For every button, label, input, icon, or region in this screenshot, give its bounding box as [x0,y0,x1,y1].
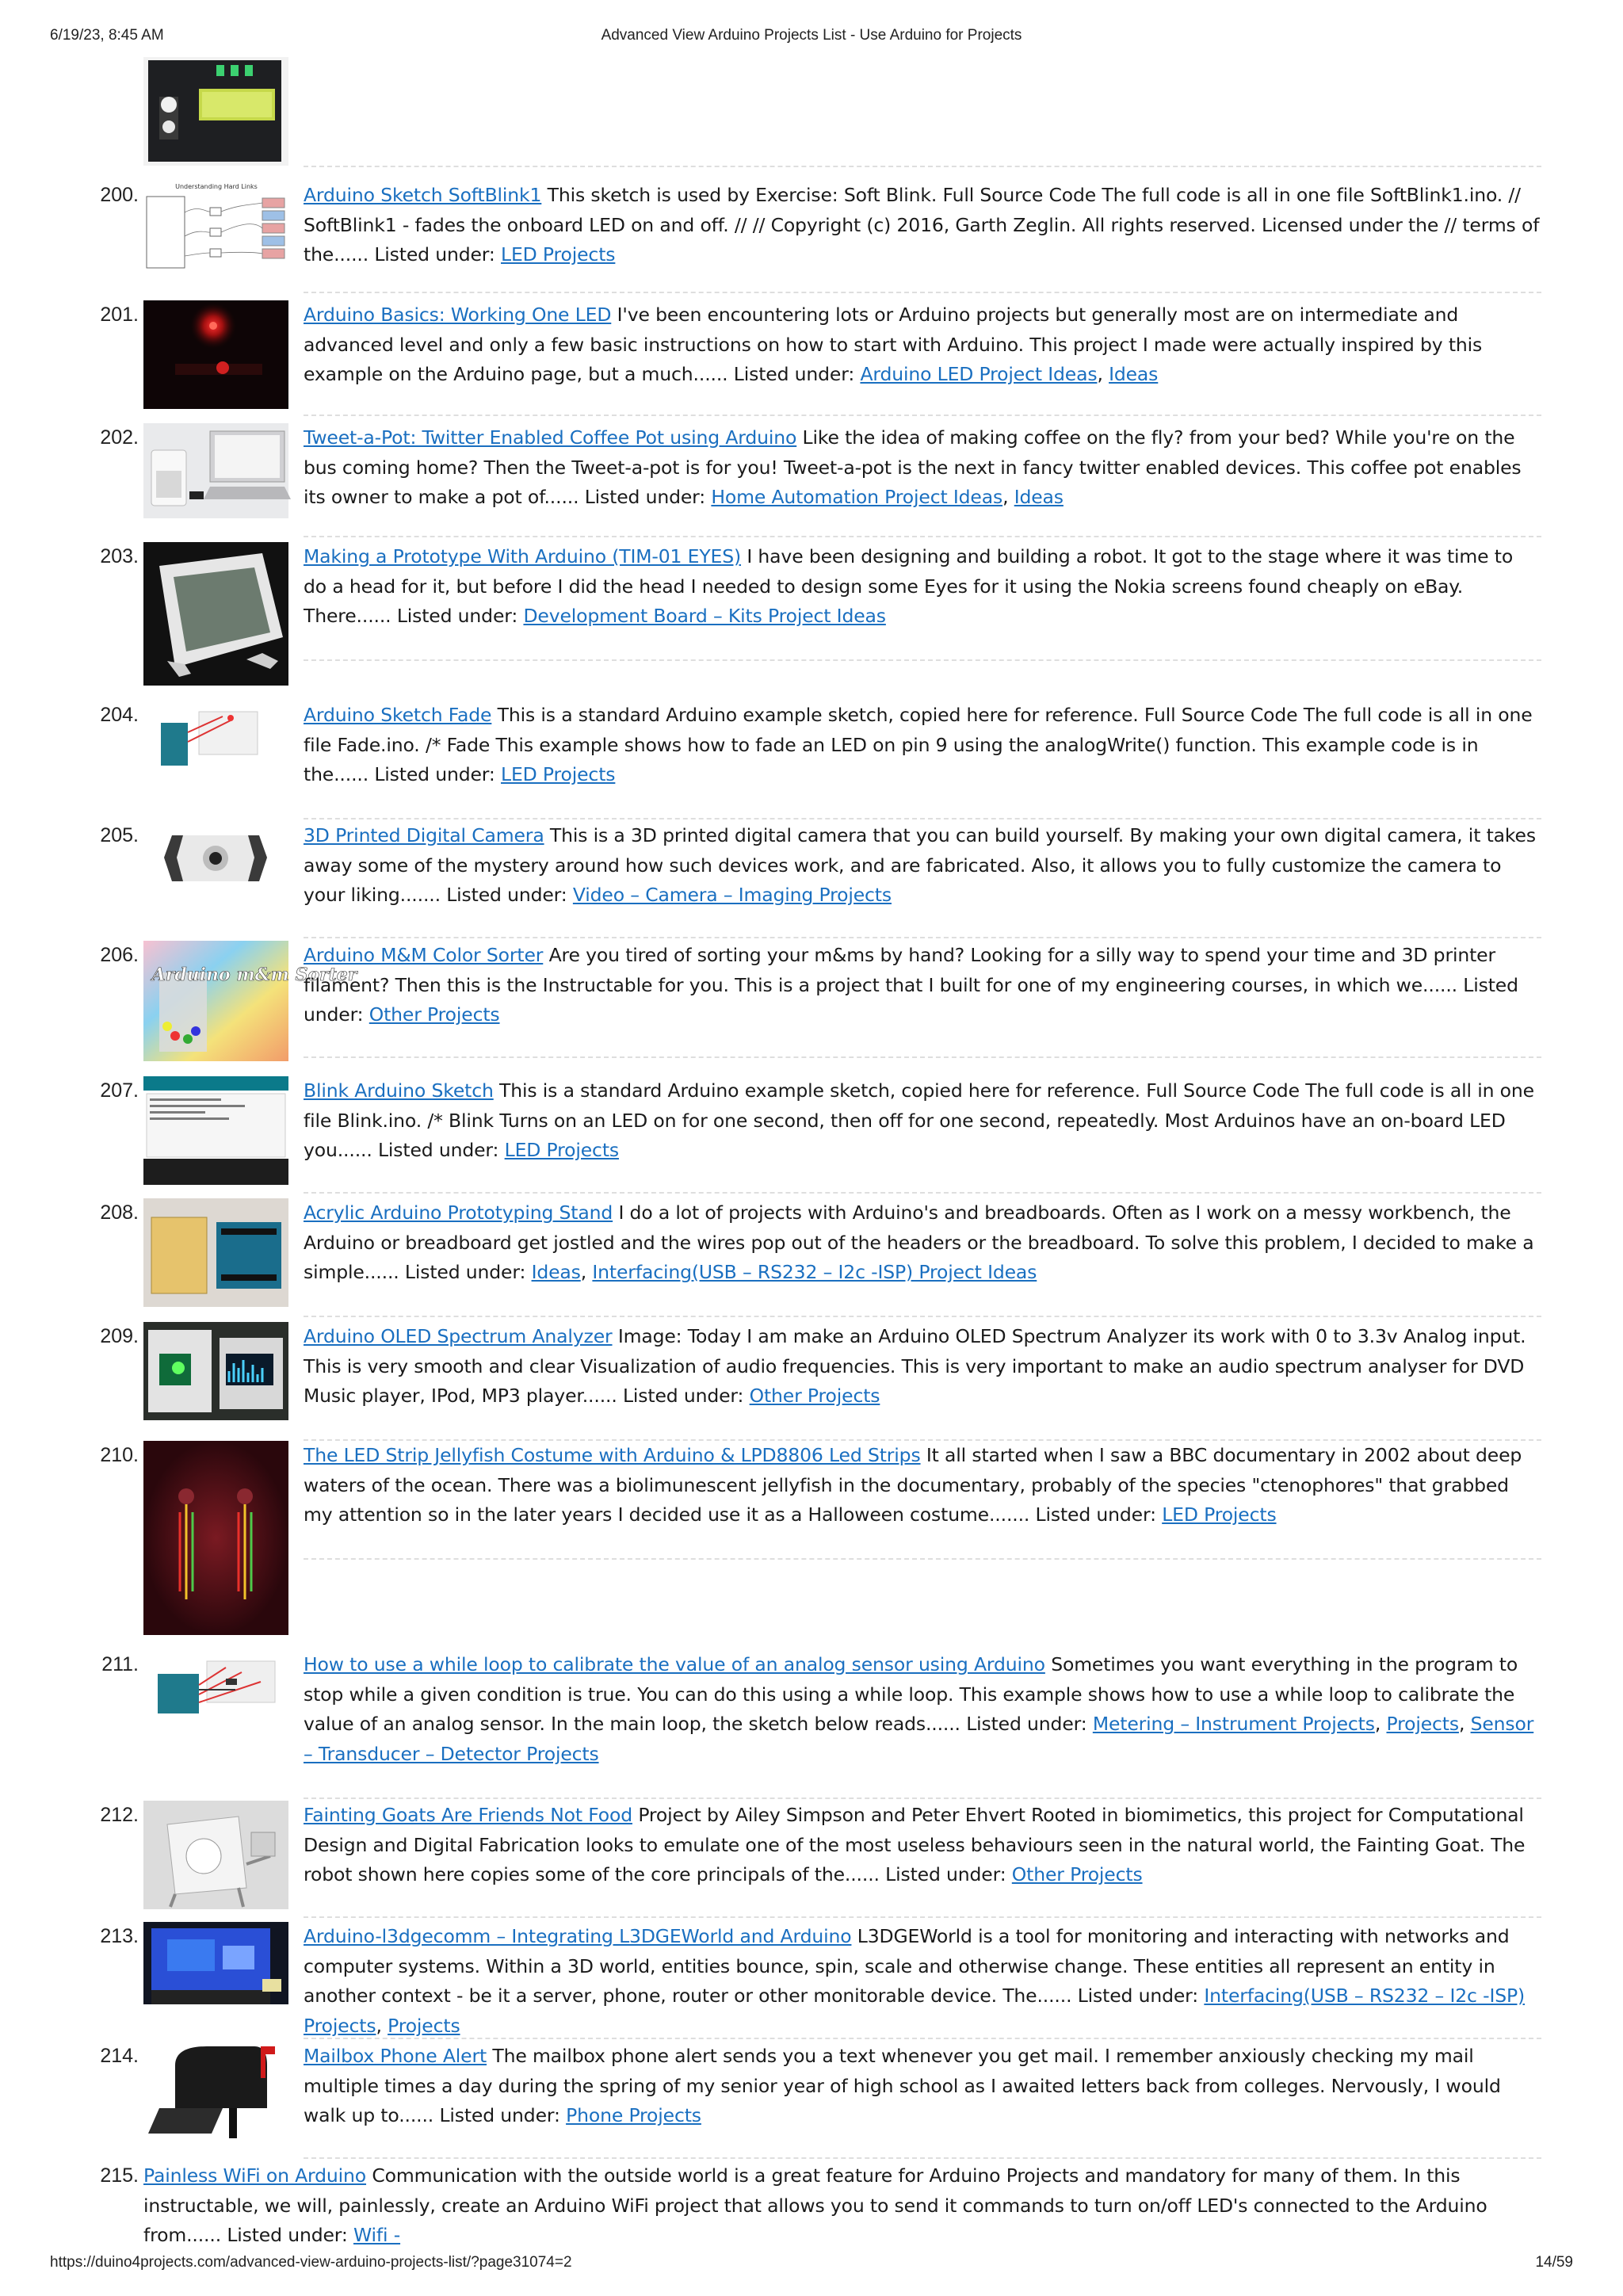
project-title-link[interactable]: Arduino-l3dgecomm – Integrating L3DGEWorld and Arduino [304,1925,852,1947]
mailbox-image [143,2042,288,2138]
listed-under-label: Listed under: [584,486,706,508]
list-item [100,1801,1541,1909]
fainting-goat-robot-image [143,1801,288,1909]
list-item [100,1076,1541,1185]
l3dge-monitor-image [143,1922,288,2004]
item-text [304,1076,1541,1166]
item-number: 204. [100,704,139,726]
project-title-link[interactable]: Mailbox Phone Alert [304,2045,487,2067]
thumbnail[interactable] [143,300,288,409]
list-item [101,1650,1541,1765]
project-description: I've been encountering lots or Arduino projects but generally most are on intermediate and advanced level and only a few basic instructions on how to start with Arduino. This project I made were actually inspired by this example on the Arduino page, but a much...... [304,304,1483,385]
thumbnail[interactable] [143,542,288,686]
list-item [100,300,1541,409]
thumbnail-previous-item[interactable] [143,57,288,166]
project-title-link[interactable]: Arduino Sketch Fade [304,704,492,726]
separator [304,536,1541,537]
separator [304,2157,1541,2159]
category-link[interactable]: Home Automation Project Ideas [711,486,1003,508]
separator [304,166,1541,167]
thumb-label: Understanding Hard Links [175,183,258,190]
project-description: L3DGEWorld is a tool for monitoring and interacting with networks and computer systems. Within a 3D world, entities bounce, spin, scale and otherwise change. These entities all represent an entity in another context - be it a server, phone, router or other monitorable device. The...... [304,1925,1510,2007]
fade-breadboard-image [143,701,288,772]
project-title-link[interactable]: 3D Printed Digital Camera [304,824,544,846]
item-number: 215. [100,2164,139,2187]
item-text [304,1441,1541,1530]
item-text: How to use a while loop to calibrate the value of an analog sensor using Arduino Sometimes you want everything in the program to stop while a given condition is true. You can do this using a while loop. This example shows how to use a while loop to calibrate the value of an analog sensor. In the main loop, the sketch below reads...... Listed under: Metering – Instrument Projects, Projects, Sensor – Transducer – Detector Projects [304,1653,1534,1765]
project-description: Sometimes you want everything in the program to stop while a given condition is true. You can do this using a while loop. This example shows how to use a while loop to calibrate the value of an analog sensor. In the main loop, the sketch below reads...... [304,1653,1518,1735]
listed-under-label: Listed under: [396,605,518,627]
project-description: Image: Today I am make an Arduino OLED Spectrum Analyzer its work with 0 to 3.3v Analog input. This is very smooth and clear Visualization of audio frequencies. This is very important to make an audio spectrum analyser for DVD Music player, IPod, MP3 player...... [304,1325,1526,1407]
category-link[interactable]: Other Projects [749,1385,880,1407]
nokia-screen-image [143,542,288,686]
category-link[interactable]: LED Projects [501,243,616,266]
item-text [143,2161,1541,2251]
item-text [304,821,1541,911]
listed-under-label: Listed under: [227,2224,348,2246]
project-title-link[interactable]: Tweet-a-Pot: Twitter Enabled Coffee Pot using Arduino [304,426,797,449]
category-link[interactable]: Metering – Instrument Projects [1092,1713,1375,1735]
print-header [50,27,1573,51]
project-title-link[interactable]: Making a Prototype With Arduino (TIM-01 EYES) [304,545,742,567]
listed-under-label: Listed under: [966,1713,1087,1735]
page-url: https://duino4projects.com/advanced-view-arduino-projects-list/?page31074=2 [50,2254,572,2271]
separator [304,1056,1541,1058]
thumbnail[interactable] [143,821,288,892]
category-link[interactable]: Other Projects [1011,1863,1143,1885]
thumbnail[interactable] [143,423,288,518]
acrylic-stand-image [143,1198,288,1307]
item-number: 202. [100,426,139,449]
item-text [304,701,1541,790]
list-item [100,423,1541,518]
item-text [304,941,1541,1030]
print-title: Advanced View Arduino Projects List - Use Arduino for Projects [601,27,1022,44]
category-link[interactable]: LED Projects [501,763,616,785]
category-link[interactable]: Sensor – Transducer – Detector Projects [304,1713,1534,1765]
category-link[interactable]: Interfacing(USB – RS232 – I2c -ISP) Project Ideas [592,1261,1037,1283]
project-title-link[interactable]: The LED Strip Jellyfish Costume with Arduino & LPD8806 Led Strips [304,1444,921,1466]
project-title-link[interactable]: Acrylic Arduino Prototyping Stand [304,1201,613,1224]
red-led-image [143,300,288,409]
project-description: Like the idea of making coffee on the fly? from your bed? While you're on the bus coming home? Then the Tweet-a-pot is for you! Tweet-a-pot is the next in fancy twitter enabled devices. This coffee pot enables its owner to make a pot of...... [304,426,1522,508]
print-footer [50,2254,1573,2278]
category-link[interactable]: LED Projects [1162,1503,1277,1526]
page-number: 14/59 [1535,2254,1573,2271]
listed-under-label: Listed under: [622,1385,744,1407]
list-item [100,1922,1541,2037]
listed-under-label: Listed under: [439,2104,560,2126]
project-description: This is a 3D printed digital camera that you can build yourself. By making your own digital camera, it takes away some of the mystery around how such devices work, and are fabricated. Also, it allows you to fully customize the camera to your liking....... [304,824,1536,906]
category-link[interactable]: Arduino LED Project Ideas [860,363,1098,385]
item-number: 206. [100,944,139,966]
item-text [304,181,1541,270]
project-description: This is a standard Arduino example sketch, copied here for reference. Full Source Code The full code is all in one file Fade.ino. /* Fade This example shows how to fade an LED on pin 9 using the analogWrite() function. This example code is in the...... [304,704,1533,785]
thumbnail[interactable] [143,1441,288,1635]
project-title-link[interactable]: How to use a while loop to calibrate the value of an analog sensor using Arduino [304,1653,1045,1675]
thumbnail[interactable] [143,1922,288,2004]
category-link[interactable]: Video – Camera – Imaging Projects [572,884,892,906]
separator [304,937,1541,938]
item-text [304,1801,1541,1890]
thumbnail[interactable] [143,941,357,1061]
thumbnail[interactable] [143,701,288,772]
listed-under-label: Listed under: [374,243,495,266]
project-description: The mailbox phone alert sends you a text whenever you get mail. I remember anxiously checking my mail multiple times a day during the spring of my senior year of high school as I awaited letters back from colleges. Nervously, I would walk up to...... [304,2045,1501,2126]
item-number: 211. [101,1653,139,1675]
project-title-link[interactable]: Fainting Goats Are Friends Not Food [304,1804,632,1826]
category-link[interactable]: Interfacing(USB – RS232 – I2c -ISP) Projects [304,1985,1526,2037]
thumb-label: Arduino m&m Sorter [151,965,357,985]
category-link[interactable]: Ideas [531,1261,581,1283]
item-number: 208. [100,1201,139,1224]
project-title-link[interactable]: Arduino M&M Color Sorter [304,944,544,966]
category-link[interactable]: Ideas [1109,363,1159,385]
analog-sensor-breadboard-image [143,1650,288,1721]
category-link[interactable]: Ideas [1014,486,1064,508]
thumbnail[interactable] [143,2042,288,2138]
separator [304,1797,1541,1799]
thumbnail[interactable] [143,1322,288,1420]
item-number: 203. [100,545,139,567]
mm-sorter-image [143,941,357,1061]
listed-under-label: Listed under: [1035,1503,1156,1526]
item-number: 214. [100,2045,139,2067]
list-item [100,941,1541,1061]
item-number: 209. [100,1325,139,1347]
separator [304,2038,1541,2039]
separator [304,818,1541,819]
category-link[interactable]: Development Board – Kits Project Ideas [523,605,886,627]
listed-under-label: Listed under: [885,1863,1006,1885]
3d-camera-image [143,821,288,892]
item-number: 200. [100,184,139,206]
separator [304,1916,1541,1918]
project-title-link[interactable]: Arduino Sketch SoftBlink1 [304,184,542,206]
category-link[interactable]: Phone Projects [566,2104,701,2126]
list-item [100,2042,1541,2138]
project-description: Are you tired of sorting your m&ms by hand? Looking for a silly way to spend your time and 3D printer filament? Then this is the Instructable for you. This is a project that I built for one of my engineering courses, in which we...... [304,944,1495,996]
project-description: It all started when I saw a BBC documentary in 2002 about deep waters of the ocean. There was a biolimunescent jellyfish in the documentary, probably of the species "ctenophores" that grabbed my attention so in the later years I decided use it as a Halloween costume....... [304,1444,1522,1526]
list-item [100,542,1541,686]
item-number: 212. [100,1804,139,1826]
project-title-link[interactable]: Arduino Basics: Working One LED [304,304,612,326]
project-description: Communication with the outside world is a great feature for Arduino Projects and mandatory for many of them. In this instructable, we will, painlessly, create an Arduino WiFi project that allows you to send it commands to turn on/off LED's connected to the Arduino from...... [143,2164,1487,2246]
separator [304,1558,1541,1560]
thumbnail[interactable] [143,1801,288,1909]
listed-under-label: Listed under: [374,763,495,785]
project-title-link[interactable]: Painless WiFi on Arduino [143,2164,367,2187]
list-item [100,1198,1541,1307]
item-text: Tweet-a-Pot: Twitter Enabled Coffee Pot using Arduino Like the idea of making coffee on the fly? from your bed? While you're on the bus coming home? Then the Tweet-a-pot is for you! Tweet-a-pot is the next in fancy twitter enabled devices. This coffee pot enables its owner to make a pot of...... Listed under: Home Automation Project Ideas, Ideas [304,426,1522,508]
project-description: Project by Ailey Simpson and Peter Ehvert Rooted in biomimetics, this project for Computational Design and Digital Fabrication looks to emulate one of the most useless behaviours seen in the natural world, the Fainting Goat. The robot shown here copies some of the core principals of the...... [304,1804,1526,1885]
listed-under-label: Listed under: [446,884,567,906]
item-number: 210. [100,1444,139,1466]
coffee-pot-laptop-image [143,423,288,518]
category-link[interactable]: Projects [1386,1713,1459,1735]
thumbnail[interactable] [143,1198,288,1307]
thumbnail[interactable] [143,181,288,276]
lcd-box-image [143,57,288,166]
listed-under-label: Listed under: [733,363,855,385]
project-description: This is a standard Arduino example sketch, copied here for reference. Full Source Code The full code is all in one file Blink.ino. /* Blink Turns on an LED on for one second, then off for one second, repeatedly. Most Arduinos have an on-board LED you...... [304,1079,1534,1161]
thumbnail[interactable] [143,1076,288,1185]
oled-spectrum-image [143,1322,288,1420]
project-description: I have been designing and building a robot. It got to the stage where it was time to do a head for it, but before I did the head I needed to design some Eyes for it using the Nokia screens found cheaply on eBay. There...... [304,545,1514,627]
item-text: Acrylic Arduino Prototyping Stand I do a lot of projects with Arduino's and breadboards. Often as I work on a messy workbench, the Arduino or breadboard get jostled and the wires pop out of the headers or the breadboard. To solve this problem, I decided to make a simple...... Listed under: Ideas, Interfacing(USB – RS232 – I2c -ISP) Project Ideas [304,1201,1534,1283]
list-item [100,2161,1541,2246]
list-item [100,1322,1541,1420]
separator [304,1316,1541,1317]
item-text [304,1322,1541,1412]
listed-under-label: Listed under: [1077,1985,1199,2007]
separator [304,659,1541,661]
list-item [100,701,1541,785]
list-item [100,821,1541,906]
separator [304,415,1541,416]
project-title-link[interactable]: Blink Arduino Sketch [304,1079,494,1102]
category-link[interactable]: Other Projects [369,1003,500,1026]
item-text [304,542,1541,632]
item-text: Arduino-l3dgecomm – Integrating L3DGEWorld and Arduino L3DGEWorld is a tool for monitoring and interacting with networks and computer systems. Within a 3D world, entities bounce, spin, scale and otherwise change. These entities all represent an entity in another context - be it a server, phone, router or other monitorable device. The...... Listed under: Interfacing(USB – RS232 – I2c -ISP) Projects, Projects [304,1925,1526,2037]
category-link[interactable]: Wifi - [353,2224,401,2246]
item-text [304,2042,1541,2131]
arduino-ide-image [143,1076,288,1185]
listed-under-label: Listed under: [377,1139,499,1161]
list-item [100,181,1541,276]
thumbnail[interactable] [143,1650,288,1721]
separator [304,1192,1541,1194]
item-number: 213. [100,1925,139,1947]
hard-links-diagram-image [143,181,288,276]
list-item [100,1441,1541,1635]
item-number: 207. [100,1079,139,1102]
category-link[interactable]: LED Projects [504,1139,619,1161]
listed-under-label: Listed under: [304,973,1518,1026]
item-number: 205. [100,824,139,846]
item-number: 201. [100,304,139,326]
category-link[interactable]: Projects [388,2014,460,2037]
jellyfish-costume-image [143,1441,288,1635]
project-title-link[interactable]: Arduino OLED Spectrum Analyzer [304,1325,613,1347]
print-date: 6/19/23, 8:45 AM [50,27,164,44]
project-description: I do a lot of projects with Arduino's and breadboards. Often as I work on a messy workbench, the Arduino or breadboard get jostled and the wires pop out of the headers or the breadboard. To solve this problem, I decided to make a simple...... [304,1201,1534,1283]
listed-under-label: Listed under: [404,1261,526,1283]
separator [304,292,1541,293]
item-text: Arduino Basics: Working One LED I've been encountering lots or Arduino projects but generally most are on intermediate and advanced level and only a few basic instructions on how to start with Arduino. This project I made were actually inspired by this example on the Arduino page, but a much...... Listed under: Arduino LED Project Ideas, Ideas [304,304,1483,385]
project-description: This sketch is used by Exercise: Soft Blink. Full Source Code The full code is all in one file SoftBlink1.ino. // SoftBlink1 - fades the onboard LED on and off. // // Copyright (c) 2016, Garth Zeglin. All rights reserved. Licensed under the // terms of the...... [304,184,1540,266]
